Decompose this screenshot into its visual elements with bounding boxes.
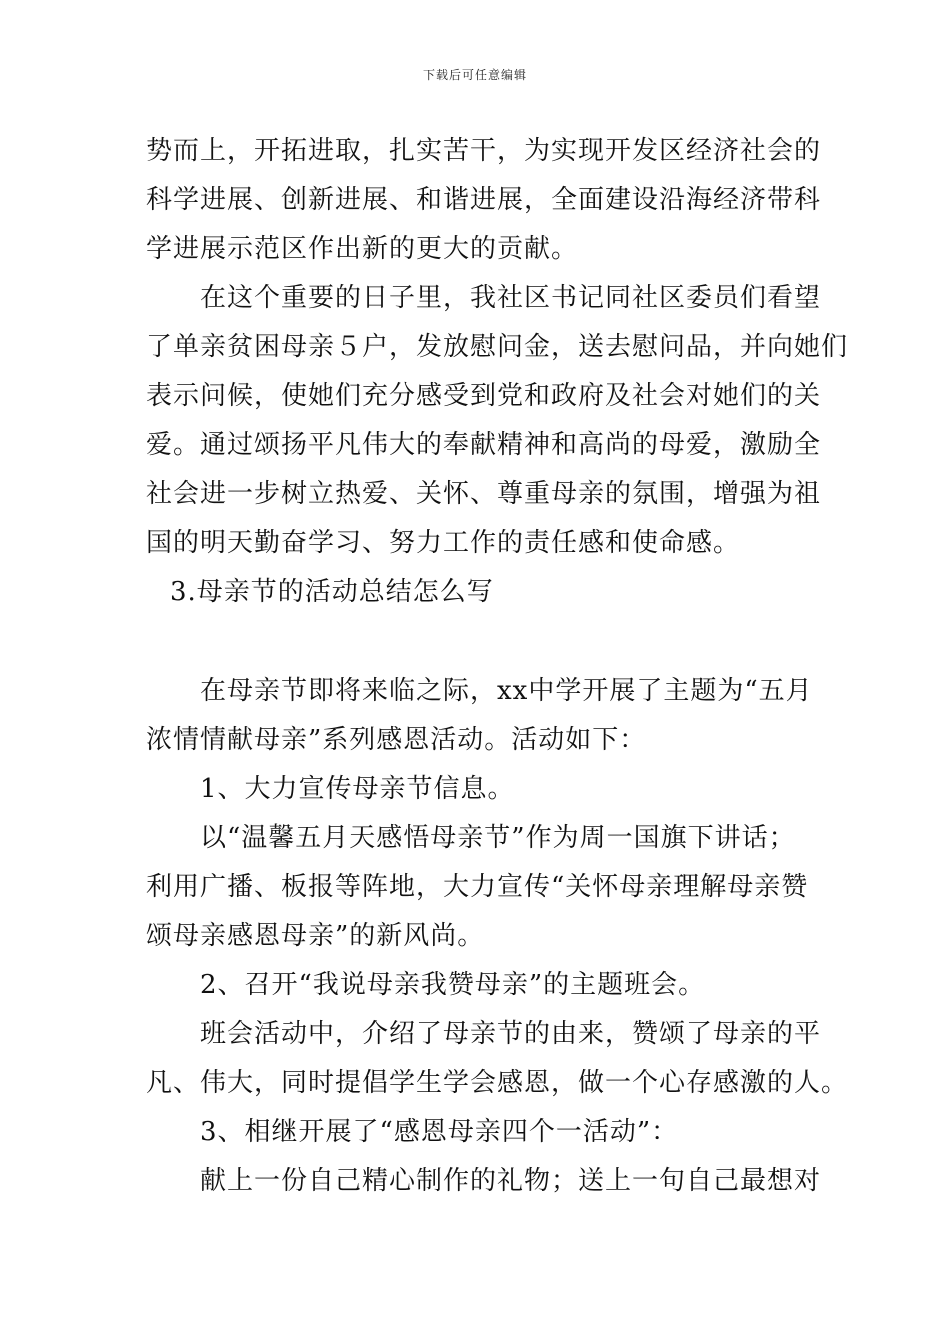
paragraph-start: 献上一份自己精心制作的礼物；送上一句自己最想对 <box>200 1166 822 1196</box>
paragraph-start: 在这个重要的日子里，我社区书记同社区委员们看望 <box>200 283 822 313</box>
text-line: 势而上，开拓进取，扎实苦干，为实现开发区经济社会的 <box>146 136 822 166</box>
list-item-heading: 1、大力宣传母亲节信息。 <box>200 774 515 804</box>
text-line: 利用广播、板报等阵地，大力宣传“关怀母亲理解母亲赞 <box>146 872 809 902</box>
text-line: 凡、伟大，同时提倡学生学会感恩，做一个心存感激的人。 <box>146 1068 849 1098</box>
list-item-heading: 3、相继开展了“感恩母亲四个一活动”： <box>200 1117 679 1147</box>
section-gap <box>146 617 806 667</box>
text-line: 学进展示范区作出新的更大的贡献。 <box>146 234 579 264</box>
header-note: 下载后可任意编辑 <box>422 68 527 82</box>
paragraph-start: 以“温馨五月天感悟母亲节”作为周一国旗下讲话； <box>200 823 796 853</box>
paragraph-start: 班会活动中，介绍了母亲节的由来，赞颂了母亲的平 <box>200 1019 822 1049</box>
text-line: 表示问候，使她们充分感受到党和政府及社会对她们的关 <box>146 381 822 411</box>
document-body <box>146 127 849 1206</box>
text-line: 科学进展、创新进展、和谐进展，全面建设沿海经济带科 <box>146 185 822 215</box>
text-line: 国的明天勤奋学习、努力工作的责任感和使命感。 <box>146 528 741 558</box>
section-heading: 3.母亲节的活动总结怎么写 <box>170 577 494 607</box>
text-line: 爱。通过颂扬平凡伟大的奉献精神和高尚的母爱，激励全 <box>146 430 822 460</box>
text-line: 社会进一步树立热爱、关怀、尊重母亲的氛围，增强为祖 <box>146 479 822 509</box>
text-line: 颂母亲感恩母亲”的新风尚。 <box>146 921 485 951</box>
text-line: 了单亲贫困母亲５户，发放慰问金，送去慰问品，并向她们 <box>146 332 849 362</box>
paragraph-start: 在母亲节即将来临之际，xx中学开展了主题为“五月 <box>200 676 813 706</box>
text-line: 浓情情献母亲”系列感恩活动。活动如下： <box>146 725 647 755</box>
list-item-heading: 2、召开“我说母亲我赞母亲”的主题班会。 <box>200 970 706 1000</box>
